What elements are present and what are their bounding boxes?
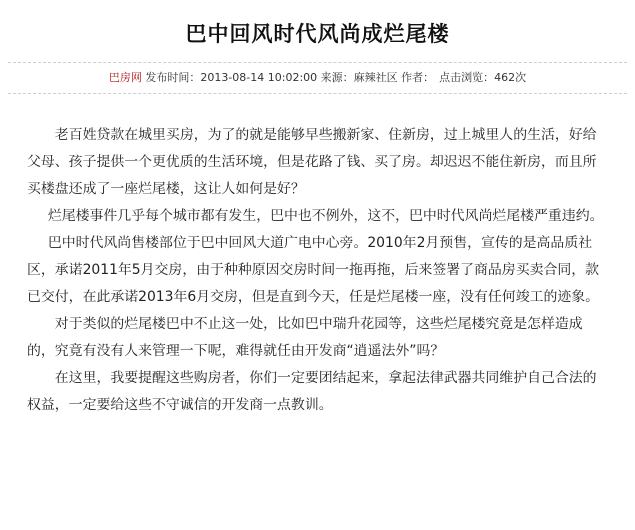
- article-paragraph: 对于类似的烂尾楼巴中不止这一处，比如巴中瑞升花园等，这些烂尾楼究竟是怎样造成的，究竟有没有人来管理一下呢，难得就任由开发商“逍遥法外”吗？: [27, 316, 583, 359]
- views-label: 点击浏览：: [439, 71, 495, 84]
- origin-label: 来源：: [320, 71, 354, 84]
- title-divider: [8, 62, 627, 63]
- article-paragraph: 在这里，我要提醒这些购房者，你们一定要团结起来，拿起法律武器共同维护自己合法的权益，一定要给这些不守诚信的开发商一点教训。: [27, 370, 597, 413]
- article-paragraph: 烂尾楼事件几乎每个城市都有发生，巴中也不例外，这不，巴中时代风尚烂尾楼严重违约。: [47, 208, 604, 224]
- views-count: 462次: [494, 71, 527, 84]
- meta-divider: [8, 93, 627, 94]
- origin-value: 麻辣社区: [353, 71, 398, 84]
- article-paragraph: 老百姓贷款在城里买房，为了的就是能够早些搬新家、住新房，过上城里人的生活，好给父母、孩子提供一个更优质的生活环境，但是花路了钱、买了房。却迟迟不能住新房，而且所买楼盘还成了一座烂尾楼，这让人如何是好？: [27, 127, 597, 197]
- article-paragraph: 巴中时代风尚售楼部位于巴中回风大道广电中心旁。2010年2月预售，宣传的是高品质社区，承诺2011年5月交房，由于种种原因交房时间一拖再拖，后来签署了商品房买卖合同，款已交付，在此承诺2013年6月交房，但是直到今天，任是烂尾楼一座，没有任何竣工的迹象。: [27, 235, 600, 305]
- published-label: 发布时间：: [145, 71, 201, 84]
- author-label: 作者：: [401, 71, 435, 84]
- source-link[interactable]: 巴房网: [108, 71, 142, 84]
- published-time: 2013-08-14 10:02:00: [200, 71, 318, 84]
- article-title: 巴中回风时代风尚成烂尾楼: [185, 22, 450, 46]
- article-body: [27, 122, 607, 419]
- article-meta: [0, 70, 635, 86]
